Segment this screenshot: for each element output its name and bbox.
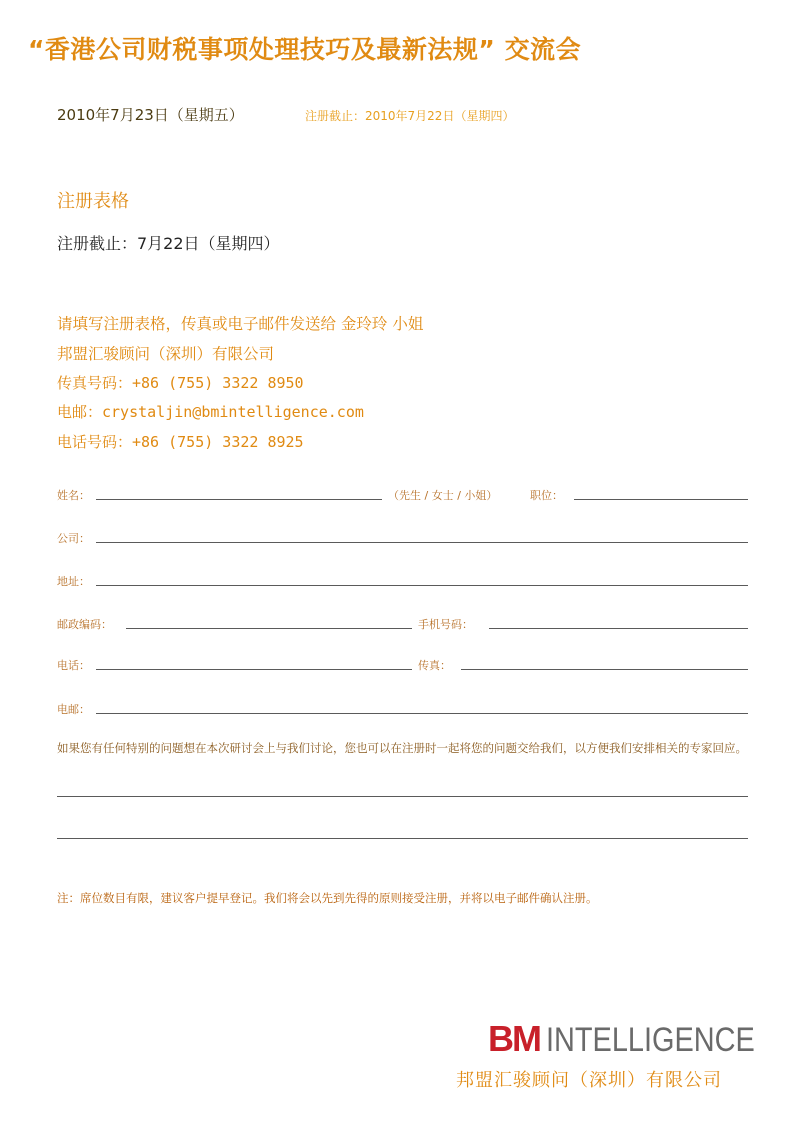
question-line-1[interactable] (57, 796, 748, 797)
contact-fax: 传真号码：+86 (755) 3322 8950 (57, 374, 304, 392)
fax-field[interactable] (461, 669, 748, 670)
company-label: 公司： (57, 532, 90, 545)
postcode-label: 邮政编码： (57, 618, 112, 631)
position-label: 职位： (530, 489, 563, 502)
name-field[interactable] (96, 499, 382, 500)
contact-phone: 电话号码：+86 (755) 3322 8925 (57, 433, 304, 451)
tel-field[interactable] (96, 669, 412, 670)
address-field[interactable] (96, 585, 748, 586)
email-label: 电邮： (57, 703, 90, 716)
logo-bm: BM (488, 1018, 540, 1059)
contact-company: 邦盟汇骏顾问（深圳）有限公司 (57, 345, 275, 363)
contact-email[interactable]: 电邮：crystaljin@bmintelligence.com (57, 403, 364, 421)
tel-label: 电话： (57, 659, 90, 672)
form-deadline: 注册截止：7月22日（星期四） (57, 234, 280, 253)
salutation-options[interactable]: （先生 / 女士 / 小姐） (388, 489, 498, 502)
question-note: 如果您有任何特别的问题想在本次研讨会上与我们讨论，您也可以在注册时一起将您的问题交给我们，以方便我们安排相关的专家回应。 (57, 741, 747, 755)
fax-label: 传真： (418, 659, 451, 672)
logo-company-cn: 邦盟汇骏顾问（深圳）有限公司 (456, 1070, 722, 1091)
address-label: 地址： (57, 575, 90, 588)
company-field[interactable] (96, 542, 748, 543)
question-line-2[interactable] (57, 838, 748, 839)
final-note: 注：席位数目有限，建议客户提早登记。我们将会以先到先得的原则接受注册，并将以电子邮件确认注册。 (57, 891, 598, 905)
position-field[interactable] (574, 499, 748, 500)
contact-instruction: 请填写注册表格，传真或电子邮件发送给 金玲玲 小姐 (57, 315, 424, 333)
event-date: 2010年7月23日（星期五） (57, 106, 244, 124)
event-title: “香港公司财税事项处理技巧及最新法规” 交流会 (28, 35, 582, 64)
mobile-field[interactable] (489, 628, 748, 629)
form-title: 注册表格 (57, 191, 129, 212)
email-field[interactable] (96, 713, 748, 714)
postcode-field[interactable] (126, 628, 412, 629)
bm-intelligence-logo (488, 1018, 792, 1060)
registration-deadline-header: 注册截止：2010年7月22日（星期四） (305, 109, 515, 123)
name-label: 姓名： (57, 489, 90, 502)
mobile-label: 手机号码： (418, 618, 473, 631)
logo-intelligence: INTELLIGENCE (546, 1021, 755, 1059)
